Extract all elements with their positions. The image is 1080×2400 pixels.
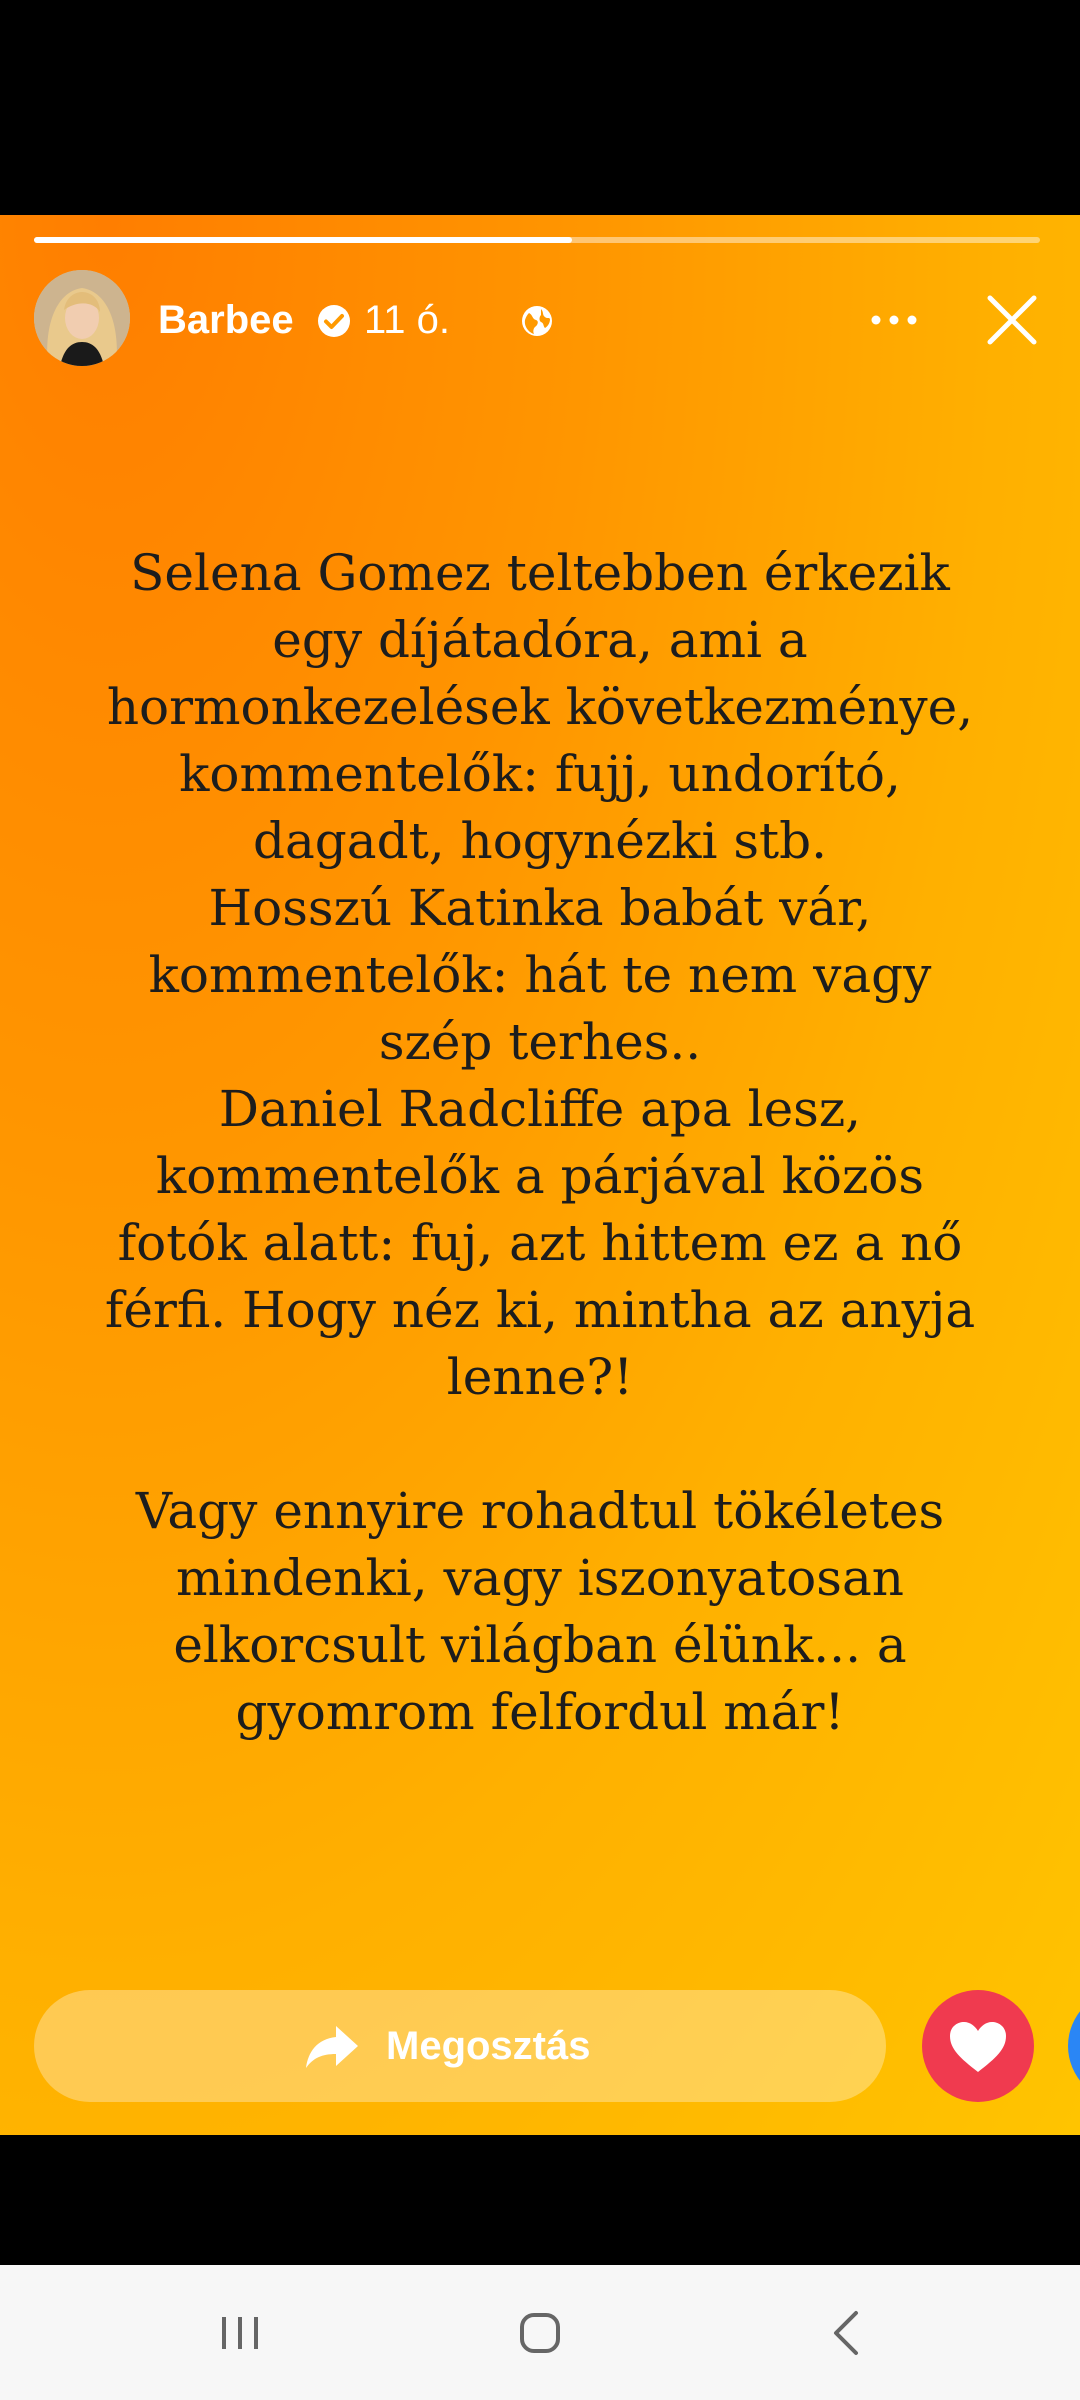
story-text-line: Selena Gomez teltebben érkezik xyxy=(130,544,950,602)
bottom-spacer xyxy=(0,2135,1080,2265)
home-icon[interactable] xyxy=(516,2309,564,2357)
reaction-button[interactable] xyxy=(1068,1990,1080,2102)
story-progress-bar xyxy=(34,237,1040,243)
story-text-line: Vagy ennyire rohadtul tökéletes xyxy=(135,1482,945,1540)
globe-icon xyxy=(520,304,554,338)
story-text-line: gyomrom felfordul már! xyxy=(235,1683,845,1741)
story-text-line: férfi. Hogy néz ki, mintha az anyja xyxy=(104,1281,976,1339)
story-text-line: mindenki, vagy iszonyatosan xyxy=(176,1549,904,1607)
share-label: Megosztás xyxy=(386,2024,591,2068)
like-button[interactable] xyxy=(922,1990,1034,2102)
story-text-line: lenne?! xyxy=(446,1348,634,1406)
recent-apps-icon[interactable] xyxy=(210,2313,270,2353)
avatar[interactable] xyxy=(34,270,130,366)
story-header xyxy=(34,270,1046,370)
story-text-line: Daniel Radcliffe apa lesz, xyxy=(218,1080,862,1138)
story-text-line: kommentelők: hát te nem vagy xyxy=(148,946,932,1004)
system-nav-bar xyxy=(0,2265,1080,2400)
story-text-line: kommentelők a párjával közös xyxy=(155,1147,925,1205)
post-time: 11 ó. xyxy=(364,298,450,342)
more-icon[interactable] xyxy=(864,300,924,340)
username[interactable]: Barbee xyxy=(158,298,294,342)
story-text-line: hormonkezelések következménye, xyxy=(106,678,974,736)
share-icon xyxy=(304,2022,360,2072)
story-text-line: Hosszú Katinka babát vár, xyxy=(208,879,872,937)
story-text-line: egy díjátadóra, ami a xyxy=(272,611,808,669)
close-icon[interactable] xyxy=(984,292,1040,348)
story-viewer[interactable] xyxy=(0,215,1080,2135)
story-text-line: kommentelők: fujj, undorító, xyxy=(179,745,901,803)
story-text-line: szép terhes.. xyxy=(378,1013,702,1071)
verified-icon xyxy=(316,303,352,339)
share-button[interactable] xyxy=(34,1990,886,2102)
story-progress-fill xyxy=(34,237,572,243)
back-icon[interactable] xyxy=(826,2309,866,2357)
story-text xyxy=(60,540,1020,1746)
heart-icon xyxy=(948,2020,1008,2074)
story-text-line: fotók alatt: fuj, azt hittem ez a nő xyxy=(117,1214,963,1272)
story-text-line: dagadt, hogynézki stb. xyxy=(252,812,828,870)
status-bar-area xyxy=(0,0,1080,215)
story-text-line xyxy=(60,1411,1020,1478)
story-text-line: elkorcsult világban élünk... a xyxy=(173,1616,907,1674)
